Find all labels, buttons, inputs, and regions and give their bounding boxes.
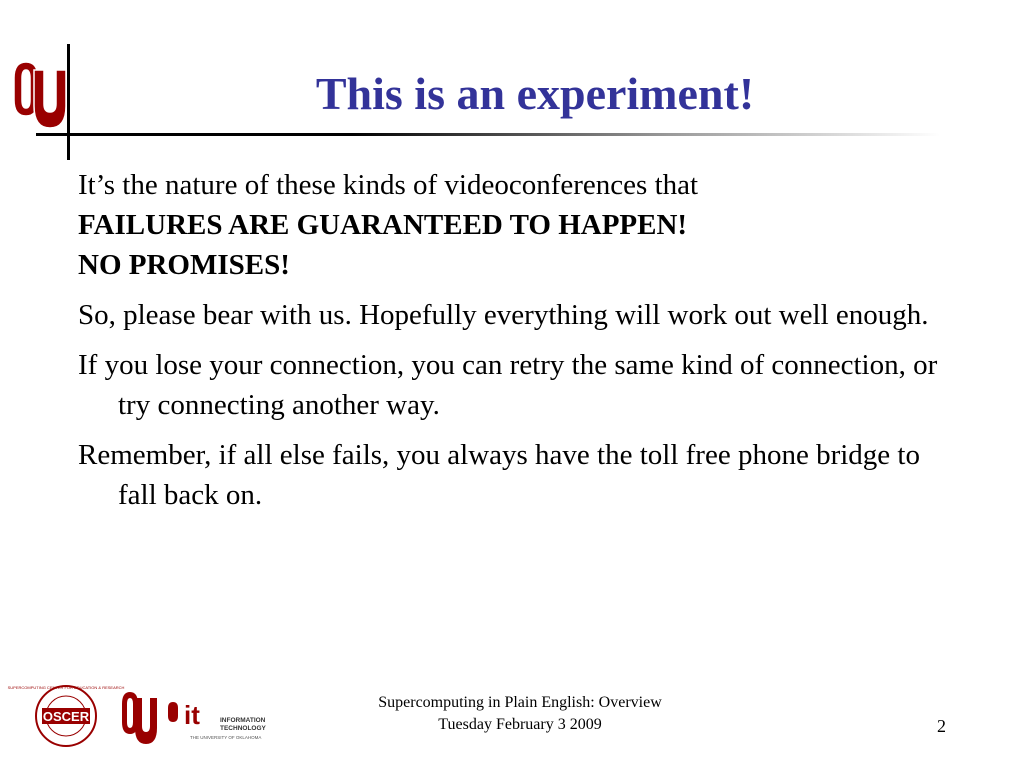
bullet-paragraph-3: If you lose your connection, you can retry the same kind of connection, or try connecting another way. xyxy=(78,349,938,421)
header-horizontal-rule xyxy=(36,133,940,136)
slide-title: This is an experiment! xyxy=(315,68,755,119)
it-line-3: THE UNIVERSITY OF OKLAHOMA xyxy=(190,735,262,740)
oscer-seal-text: OSCER xyxy=(42,709,90,724)
footer-caption xyxy=(320,692,720,736)
ou-logo-icon xyxy=(10,56,68,132)
it-line-2: TECHNOLOGY xyxy=(220,725,266,732)
bullet-1-line-1: It’s the nature of these kinds of videoconferences that xyxy=(78,169,699,201)
slide-body xyxy=(78,165,958,525)
bullet-paragraph-1 xyxy=(78,165,958,285)
bullet-paragraph-4: Remember, if all else fails, you always have the toll free phone bridge to fall back on. xyxy=(78,439,920,511)
bullet-1-emphasis-no-promises: NO PROMISES! xyxy=(78,249,290,281)
bullet-1-emphasis-failures: FAILURES ARE GUARANTEED TO HAPPEN! xyxy=(78,209,688,241)
it-logo-icon xyxy=(168,700,267,740)
footer-logos xyxy=(7,684,288,748)
bullet-paragraph-2: So, please bear with us. Hopefully everything will work out well enough. xyxy=(78,299,929,331)
footer-course-title: Supercomputing in Plain English: Overview xyxy=(378,694,662,711)
page-number: 2 xyxy=(937,716,946,736)
oscer-seal-icon xyxy=(8,685,125,746)
footer-date: Tuesday February 3 2009 xyxy=(438,716,602,733)
oscer-ring-text: SUPERCOMPUTING CENTER FOR EDUCATION & RESEARCH xyxy=(7,685,125,690)
ou-footer-logo-icon xyxy=(122,692,157,744)
it-line-1: INFORMATION xyxy=(220,717,266,724)
it-mark-text: it xyxy=(184,700,200,730)
